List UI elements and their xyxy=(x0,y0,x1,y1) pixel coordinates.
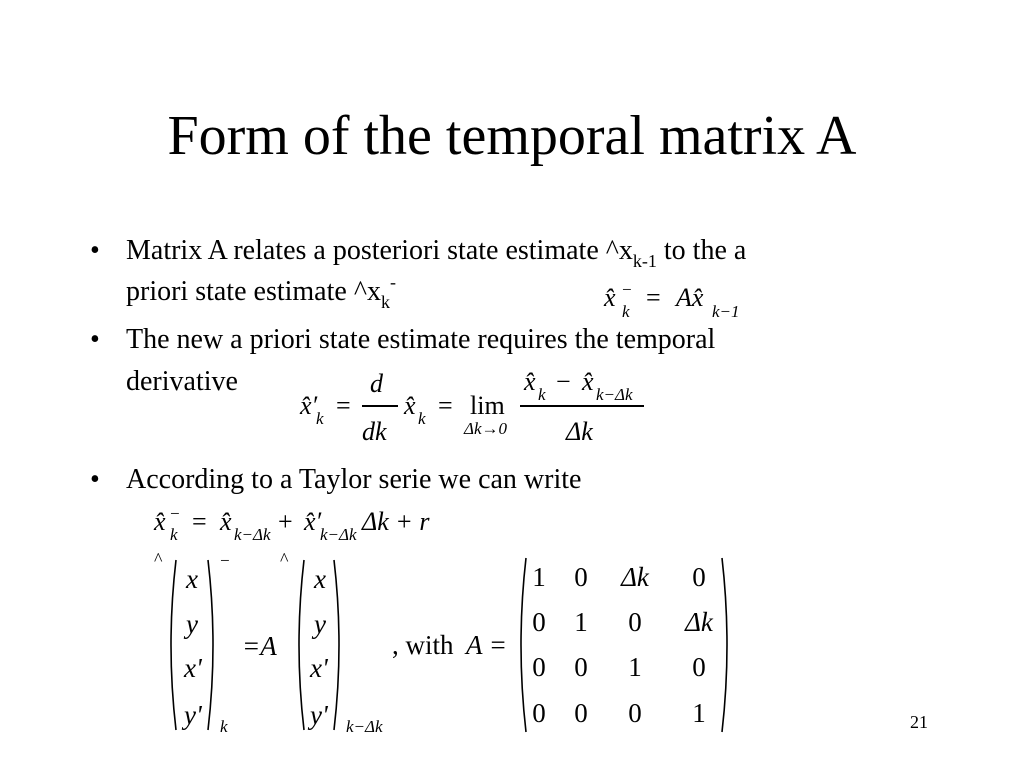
matrix-cell: 0 xyxy=(628,698,642,728)
matrix-cell: 0 xyxy=(692,562,706,592)
eq3-lhs-sub: k xyxy=(170,525,178,544)
eq2-minus: − xyxy=(556,367,571,396)
eq3-term-2-sub: k−Δk xyxy=(320,525,357,544)
bullet-1-text-b: to the a xyxy=(656,235,747,266)
eq2-lim: lim xyxy=(470,391,505,420)
matrix-cell: 0 xyxy=(532,607,546,637)
right-vector-hat: ^ xyxy=(280,549,289,569)
left-vector-close-paren xyxy=(206,558,220,732)
matrix-cell: 0 xyxy=(574,652,588,682)
right-vector-x: x xyxy=(314,564,326,594)
left-vector-x: x xyxy=(186,564,198,594)
eq3-term-1: x̂ xyxy=(220,507,232,536)
matrix-cell: 0 xyxy=(532,652,546,682)
right-vector-y-prime: y' xyxy=(310,700,328,730)
eq3-lhs: x̂ xyxy=(154,507,166,536)
eq2-lhs: x̂′ xyxy=(300,391,318,420)
bullet-1-line-2 xyxy=(126,272,396,312)
matrix-cell: 1 xyxy=(628,652,642,682)
eq4-equals-A: =A xyxy=(242,631,277,661)
eq2-lim-sub: Δk→0 xyxy=(464,419,508,438)
matrix-cell: 1 xyxy=(692,698,706,728)
left-vector-sup: − xyxy=(220,551,230,570)
eq1-lhs-sup: − xyxy=(622,280,632,299)
bullet-1-subscript-2: k xyxy=(380,292,390,312)
eq2-equals-a: = xyxy=(336,391,351,420)
eq1-equals: = xyxy=(646,283,661,312)
bullet-marker: • xyxy=(90,324,100,355)
bullet-marker: • xyxy=(90,464,100,495)
eq1-lhs: x̂ xyxy=(604,283,616,312)
with-label: , with xyxy=(392,630,454,660)
eq2-denominator: Δk xyxy=(566,417,593,446)
bullet-1-subscript: k-1 xyxy=(632,251,657,271)
matrix-A-equals: A = xyxy=(466,630,507,660)
right-vector-open-paren xyxy=(292,558,306,732)
left-vector-x-prime: x' xyxy=(184,653,202,683)
matrix-cell: 0 xyxy=(532,698,546,728)
eq3-term-1-sub: k−Δk xyxy=(234,525,271,544)
matrix-cell: 0 xyxy=(574,562,588,592)
matrix-cell: Δk xyxy=(621,562,649,592)
left-vector-sub: k xyxy=(220,717,228,736)
eq1-rhs-sub: k−1 xyxy=(712,302,740,321)
left-vector-hat: ^ xyxy=(154,549,163,569)
left-vector-open-paren xyxy=(164,558,178,732)
eq3-lhs-sup: − xyxy=(170,504,180,523)
eq3-term-2: x̂′ xyxy=(304,507,322,536)
eq2-limit-fraction-bar xyxy=(520,405,644,407)
right-vector-y: y xyxy=(314,609,326,639)
matrix-cell: 1 xyxy=(574,607,588,637)
eq2-num-b: x̂ xyxy=(582,367,594,396)
bullet-1-line-1 xyxy=(126,235,746,269)
eq3-plus: + xyxy=(278,507,293,536)
eq1-rhs: Ax̂ xyxy=(676,283,704,312)
bullet-1-text-c: priori state estimate ^x xyxy=(126,276,381,307)
eq2-x-sub: k xyxy=(418,409,426,428)
eq2-fraction-bar xyxy=(362,405,398,407)
eq2-equals-b: = xyxy=(438,391,453,420)
bullet-marker: • xyxy=(90,235,100,266)
bullet-2-line-2: derivative xyxy=(126,366,238,397)
eq2-x: x̂ xyxy=(404,391,416,420)
eq1-lhs-sub: k xyxy=(622,302,630,321)
bullet-2-line-1: The new a priori state estimate requires the temporal xyxy=(126,324,716,355)
right-vector-x-prime: x' xyxy=(310,653,328,683)
left-vector-y-prime: y' xyxy=(184,700,202,730)
matrix-cell: 1 xyxy=(532,562,546,592)
bullet-3-line-1: According to a Taylor serie we can write xyxy=(126,464,582,495)
eq3-equals: = xyxy=(192,507,207,536)
eq2-num-a-sub: k xyxy=(538,385,546,404)
matrix-cell: 0 xyxy=(628,607,642,637)
left-vector-y: y xyxy=(186,609,198,639)
bullet-1-text-a: Matrix A relates a posteriori state estimate ^x xyxy=(126,235,633,266)
slide-title: Form of the temporal matrix A xyxy=(167,105,857,167)
matrix-cell: Δk xyxy=(685,607,713,637)
eq3-term-2-tail: Δk + r xyxy=(362,507,430,536)
eq2-frac-denominator: dk xyxy=(362,417,387,446)
right-vector-sub: k−Δk xyxy=(346,717,383,736)
matrix-cell: 0 xyxy=(574,698,588,728)
eq2-lhs-sub: k xyxy=(316,409,324,428)
eq2-num-a: x̂ xyxy=(524,367,536,396)
eq2-frac-numerator: d xyxy=(370,369,383,398)
eq2-num-b-sub: k−Δk xyxy=(596,385,633,404)
bullet-1-superscript: - xyxy=(389,272,396,292)
right-vector-close-paren xyxy=(332,558,346,732)
page-number: 21 xyxy=(910,712,928,732)
matrix-cell: 0 xyxy=(692,652,706,682)
